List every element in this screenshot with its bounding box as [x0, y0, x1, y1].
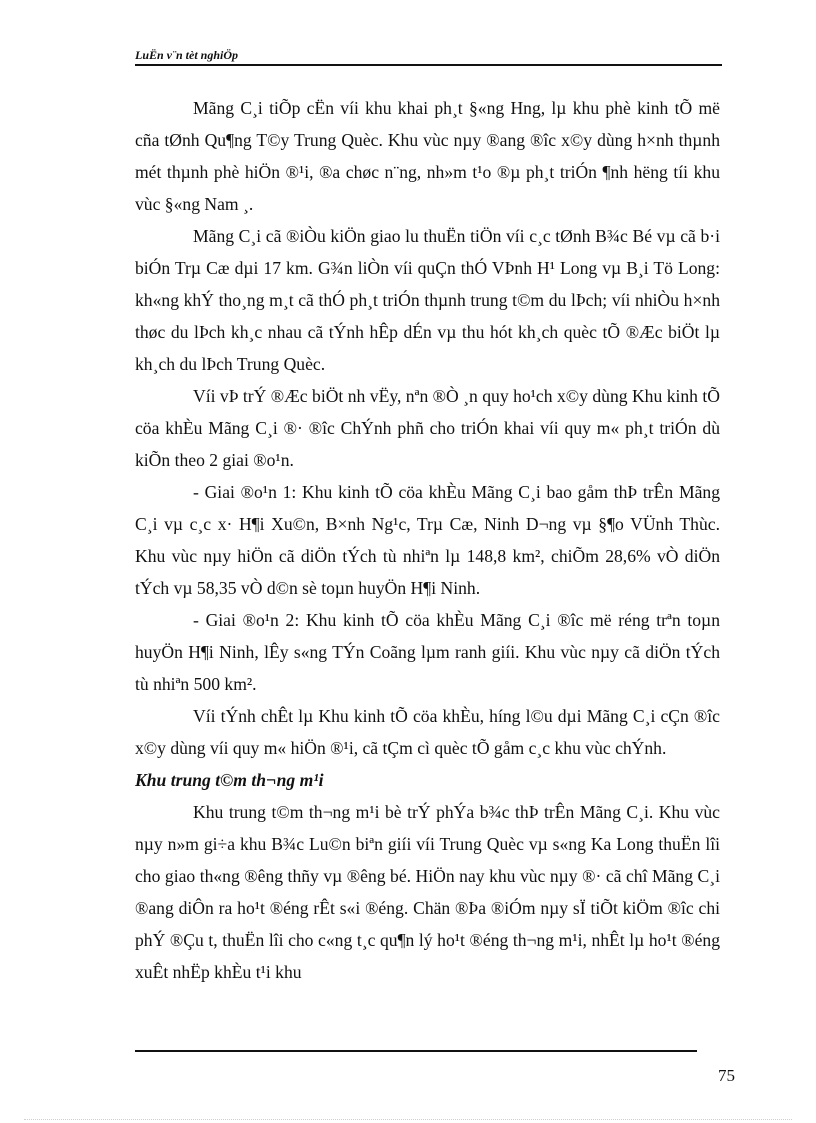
paragraph: Khu trung t©m th¬ng m¹i bè trÝ phÝa b¾c thÞ trÊn Mãng C¸i. Khu vùc nµy n»m gi÷a khu B¾c Lu©n biªn giíi víi Trung Quèc vµ s«ng Ka Long thuËn lîi cho giao th«ng ®êng thñy vµ ®êng bé. HiÖn nay khu vùc nµy ®· cã chî Mãng C¸i ®ang diÔn ra ho¹t ®éng rÊt s«i ®éng. Chän ®Þa ®iÓm nµy sÏ tiÕt kiÖm ®îc chi phÝ ®Çu t, thuËn lîi cho c«ng t¸c qu¶n lý ho¹t ®éng th¬ng m¹i, nhÊt lµ ho¹t ®éng xuÊt nhËp khÈu t¹i khu	[135, 802, 720, 982]
page-body	[135, 92, 720, 988]
paragraph: Mãng C¸i cã ®iÒu kiÖn giao lu thuËn tiÖn víi c¸c tØnh B¾c Bé vµ cã b·i biÓn Trµ Cæ dµi 17 km. G¾n liÒn víi quÇn thÓ VÞnh H¹ Long vµ B¸i Tö Long: kh«ng khÝ tho¸ng m¸t cã thÓ ph¸t triÓn thµnh trung t©m du lÞch; víi nhiÒu h×nh thøc du lÞch kh¸c nhau cã tÝnh hÊp dÉn vµ thu hót kh¸ch quèc tÕ ®Æc biÖt lµ kh¸ch du lÞch Trung Quèc.	[135, 226, 720, 374]
paragraph: - Giai ®o¹n 2: Khu kinh tÕ cöa khÈu Mãng C¸i ®îc më réng trªn toµn huyÖn H¶i Ninh, lÊy s«ng TÝn Coãng lµm ranh giíi. Khu vùc nµy cã diÖn tÝch tù nhiªn 500 km².	[135, 610, 720, 694]
paragraph: Mãng C¸i tiÕp cËn víi khu khai ph¸t §«ng Hng, lµ khu phè kinh tÕ më cña tØnh Qu¶ng T©y Trung Quèc. Khu vùc nµy ®ang ®îc x©y dùng h×nh thµnh mét thµnh phè hiÖn ®¹i, ®a chøc n¨ng, nh»m t¹o ®µ ph¸t triÓn ¶nh hëng tíi khu vùc §«ng Nam ¸.	[135, 98, 720, 214]
running-header: LuËn v¨n tèt nghiÖp	[135, 48, 239, 62]
page-bottom-border	[24, 1119, 792, 1120]
page-number: 75	[718, 1066, 735, 1085]
paragraph: Víi tÝnh chÊt lµ Khu kinh tÕ cöa khÈu, híng l©u dµi Mãng C¸i cÇn ®îc x©y dùng víi quy m« hiÖn ®¹i, cã tÇm cì quèc tÕ gåm c¸c khu vùc chÝnh.	[135, 706, 720, 758]
section-heading: Khu trung t©m th¬ng m¹i	[135, 770, 324, 790]
header-rule	[135, 64, 722, 66]
footer-rule	[135, 1050, 697, 1052]
paragraph: Víi vÞ trÝ ®Æc biÖt nh vËy, nªn ®Ò ¸n quy ho¹ch x©y dùng Khu kinh tÕ cöa khÈu Mãng C¸i ®· ®îc ChÝnh phñ cho triÓn khai víi quy m« ph¸t triÓn dù kiÕn theo 2 giai ®o¹n.	[135, 386, 720, 470]
paragraph: - Giai ®o¹n 1: Khu kinh tÕ cöa khÈu Mãng C¸i bao gåm thÞ trÊn Mãng C¸i vµ c¸c x· H¶i Xu©n, B×nh Ng¹c, Trµ Cæ, Ninh D¬ng vµ §¶o VÜnh Thùc. Khu vùc nµy hiÖn cã diÖn tÝch tù nhiªn lµ 148,8 km², chiÕm 28,6% vÒ diÖn tÝch vµ 58,35 vÒ d©n sè toµn huyÖn H¶i Ninh.	[135, 482, 720, 598]
